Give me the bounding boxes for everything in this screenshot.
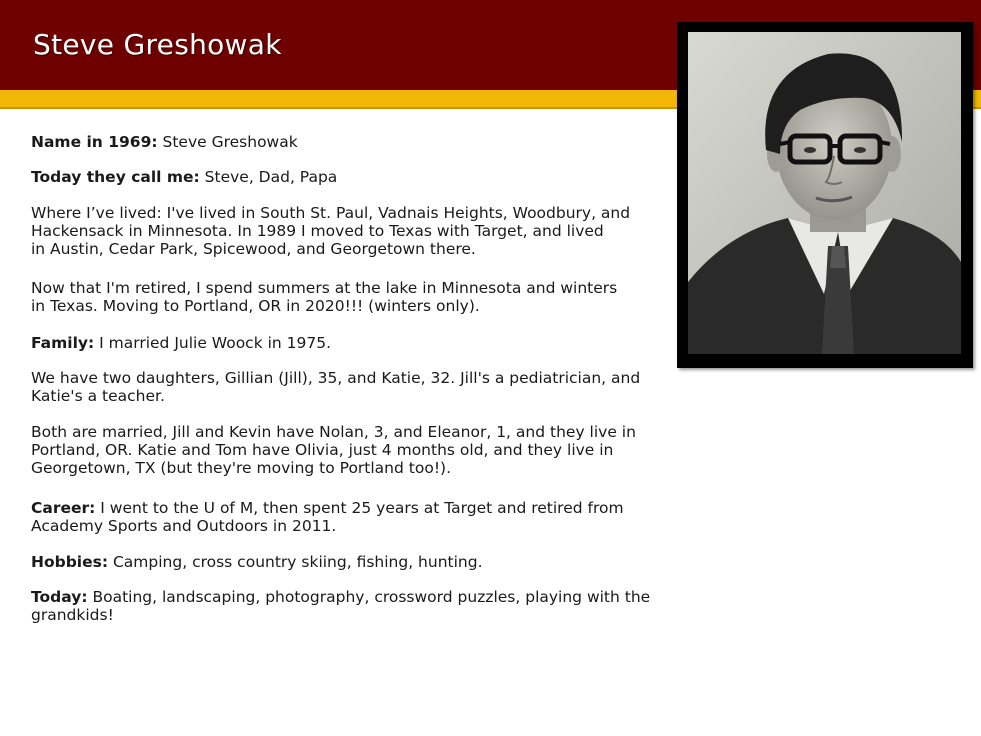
hobbies-line (31, 553, 483, 571)
name-value: Steve Greshowak (157, 133, 298, 151)
married-paragraph: Both are married, Jill and Kevin have Nolan, 3, and Eleanor, 1, and they live in Portland, OR. Katie and Tom have Olivia, just 4 months old, and they live in Georgetown, TX (but they're moving to Portland too!). (31, 423, 636, 477)
lived-paragraph: Where I’ve lived: I've lived in South St. Paul, Vadnais Heights, Woodbury, and Hackensack in Minnesota. In 1989 I moved to Texas with Target, and lived in Austin, Cedar Park, Spicewood, and Georgetown there. (31, 204, 631, 258)
name-label: Name in 1969: (31, 133, 158, 151)
page-title: Steve Greshowak (33, 28, 282, 61)
career-value: I went to the U of M, then spent 25 years at Target and retired from Academy Sports and Outdoors in 2011. (31, 499, 624, 535)
callme-line (31, 168, 337, 186)
career-label: Career: (31, 499, 96, 517)
retired-paragraph: Now that I'm retired, I spend summers at the lake in Minnesota and winters in Texas. Moving to Portland, OR in 2020!!! (winters only). (31, 279, 618, 315)
today-paragraph (31, 588, 650, 624)
daughters-paragraph: We have two daughters, Gillian (Jill), 35, and Katie, 32. Jill's a pediatrician, and Katie's a teacher. (31, 369, 641, 405)
family-value: I married Julie Woock in 1975. (94, 334, 332, 352)
today-label: Today: (31, 588, 88, 606)
portrait-photo (688, 32, 961, 354)
hobbies-label: Hobbies: (31, 553, 109, 571)
callme-label: Today they call me: (31, 168, 200, 186)
callme-value: Steve, Dad, Papa (199, 168, 338, 186)
family-label: Family: (31, 334, 95, 352)
career-paragraph (31, 499, 624, 535)
today-value: Boating, landscaping, photography, crossword puzzles, playing with the grandkids! (31, 588, 651, 624)
name-line (31, 133, 298, 151)
photo-frame (677, 22, 973, 368)
family-line (31, 334, 331, 352)
hobbies-value: Camping, cross country skiing, fishing, hunting. (108, 553, 483, 571)
